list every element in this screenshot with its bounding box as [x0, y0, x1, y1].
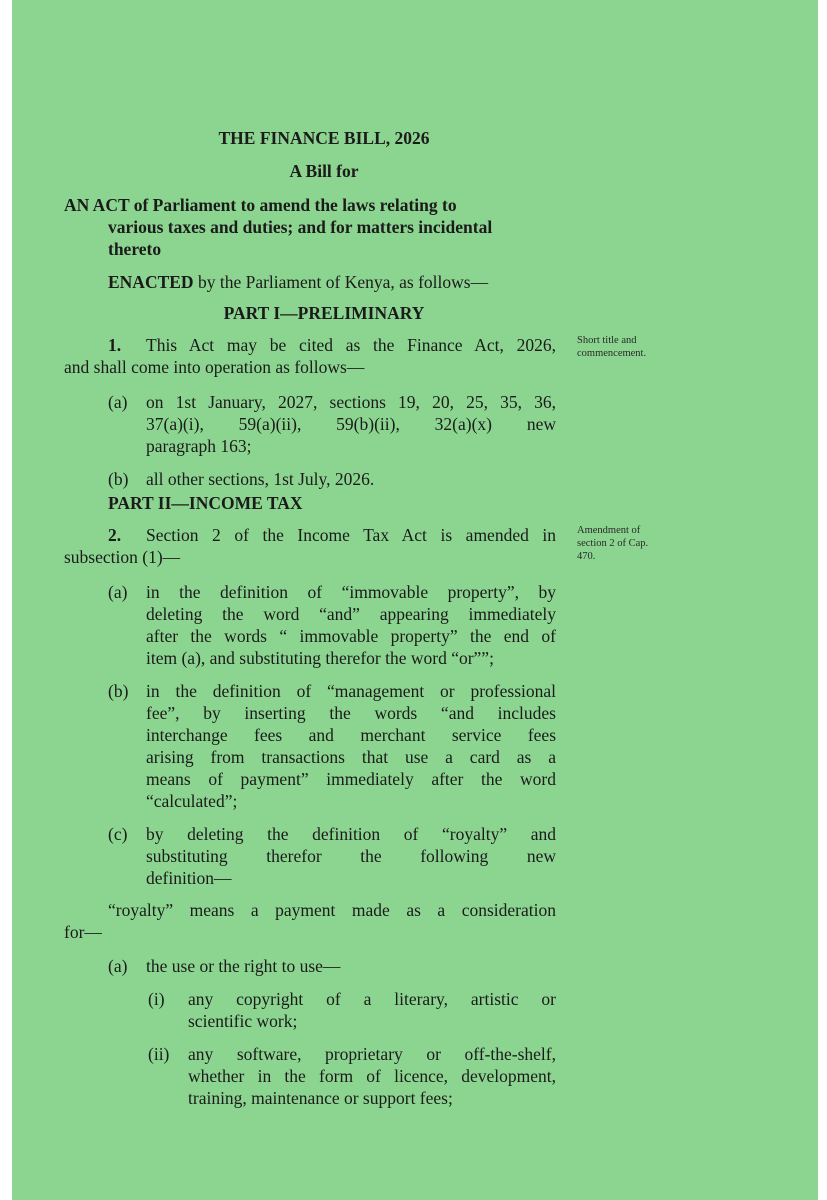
- margin-note-1-line-1: Short title and: [577, 335, 637, 346]
- royalty-i-label: (i): [148, 989, 165, 1009]
- act-title-line-3: thereto: [108, 239, 162, 259]
- royalty-def-line-2: for—: [64, 922, 102, 942]
- s1-a-label: (a): [108, 392, 128, 412]
- s2-c-line-1: by deleting the definition of “royalty” and: [146, 824, 556, 844]
- s2-b-line-5: means of payment” immediately after the word: [146, 769, 556, 789]
- s2-a-line-4: item (a), and substituting therefor the word “or””;: [146, 648, 494, 668]
- bill-for-label: A Bill for: [289, 161, 359, 181]
- margin-note-1-line-2: commencement.: [577, 348, 647, 359]
- section-1-line-2: and shall come into operation as follows—: [64, 357, 365, 377]
- s2-a-line-3: after the words “ immovable property” the end of: [146, 626, 556, 646]
- royalty-ii-line-1: any software, proprietary or off-the-shelf,: [188, 1044, 556, 1064]
- s2-c-label: (c): [108, 824, 128, 844]
- section-2-number: 2.: [108, 525, 122, 545]
- s1-a-line-2: 37(a)(i), 59(a)(ii), 59(b)(ii), 32(a)(x) new: [146, 414, 556, 434]
- s2-a-line-2: deleting the word “and” appearing immediately: [146, 604, 556, 624]
- s1-b-line-1: all other sections, 1st July, 2026.: [146, 469, 375, 489]
- royalty-ii-line-3: training, maintenance or support fees;: [188, 1088, 453, 1108]
- s2-c-line-2: substituting therefor the following new: [146, 846, 556, 866]
- s2-a-label: (a): [108, 582, 128, 602]
- enacted-keyword: ENACTED: [108, 272, 194, 292]
- section-1-line-1: This Act may be cited as the Finance Act, 2026,: [146, 335, 556, 355]
- section-2-line-2: subsection (1)—: [64, 547, 181, 567]
- royalty-i-line-2: scientific work;: [188, 1011, 298, 1031]
- bill-title: THE FINANCE BILL, 2026: [218, 128, 430, 148]
- s1-a-line-3: paragraph 163;: [146, 436, 252, 456]
- royalty-i-line-1: any copyright of a literary, artistic or: [188, 989, 556, 1009]
- enacting-clause: [108, 271, 488, 293]
- s2-c-line-3: definition—: [146, 868, 232, 888]
- part-1-heading: PART I—PRELIMINARY: [223, 303, 425, 323]
- act-title-line-2: various taxes and duties; and for matters incidental: [108, 217, 493, 237]
- royalty-a-label: (a): [108, 956, 128, 976]
- royalty-def-line-1: “royalty” means a payment made as a consideration: [108, 900, 556, 920]
- s2-b-line-2: fee”, by inserting the words “and includes: [146, 703, 556, 723]
- s2-b-line-6: “calculated”;: [146, 791, 238, 811]
- margin-note-2-line-3: 470.: [577, 551, 596, 562]
- section-1-number: 1.: [108, 335, 122, 355]
- margin-note-2-line-1: Amendment of: [577, 525, 641, 536]
- section-2-line-1: Section 2 of the Income Tax Act is amended in: [146, 525, 556, 545]
- s2-b-label: (b): [108, 681, 129, 701]
- s2-a-line-1: in the definition of “immovable property”, by: [146, 582, 556, 602]
- s1-b-label: (b): [108, 469, 129, 489]
- enacted-rest: by the Parliament of Kenya, as follows—: [193, 272, 489, 292]
- s1-a-line-1: on 1st January, 2027, sections 19, 20, 25, 35, 36,: [146, 392, 556, 412]
- margin-note-2-line-2: section 2 of Cap.: [577, 538, 649, 549]
- bill-page: [12, 0, 818, 1200]
- s2-b-line-1: in the definition of “management or professional: [146, 681, 556, 701]
- royalty-ii-label: (ii): [148, 1044, 170, 1064]
- royalty-a-line-1: the use or the right to use—: [146, 956, 341, 976]
- s2-b-line-4: arising from transactions that use a card as a: [146, 747, 556, 767]
- part-2-heading: PART II—INCOME TAX: [108, 493, 303, 513]
- act-title-line-1: AN ACT of Parliament to amend the laws relating to: [64, 195, 457, 215]
- royalty-ii-line-2: whether in the form of licence, development,: [188, 1066, 556, 1086]
- s2-b-line-3: interchange fees and merchant service fees: [146, 725, 556, 745]
